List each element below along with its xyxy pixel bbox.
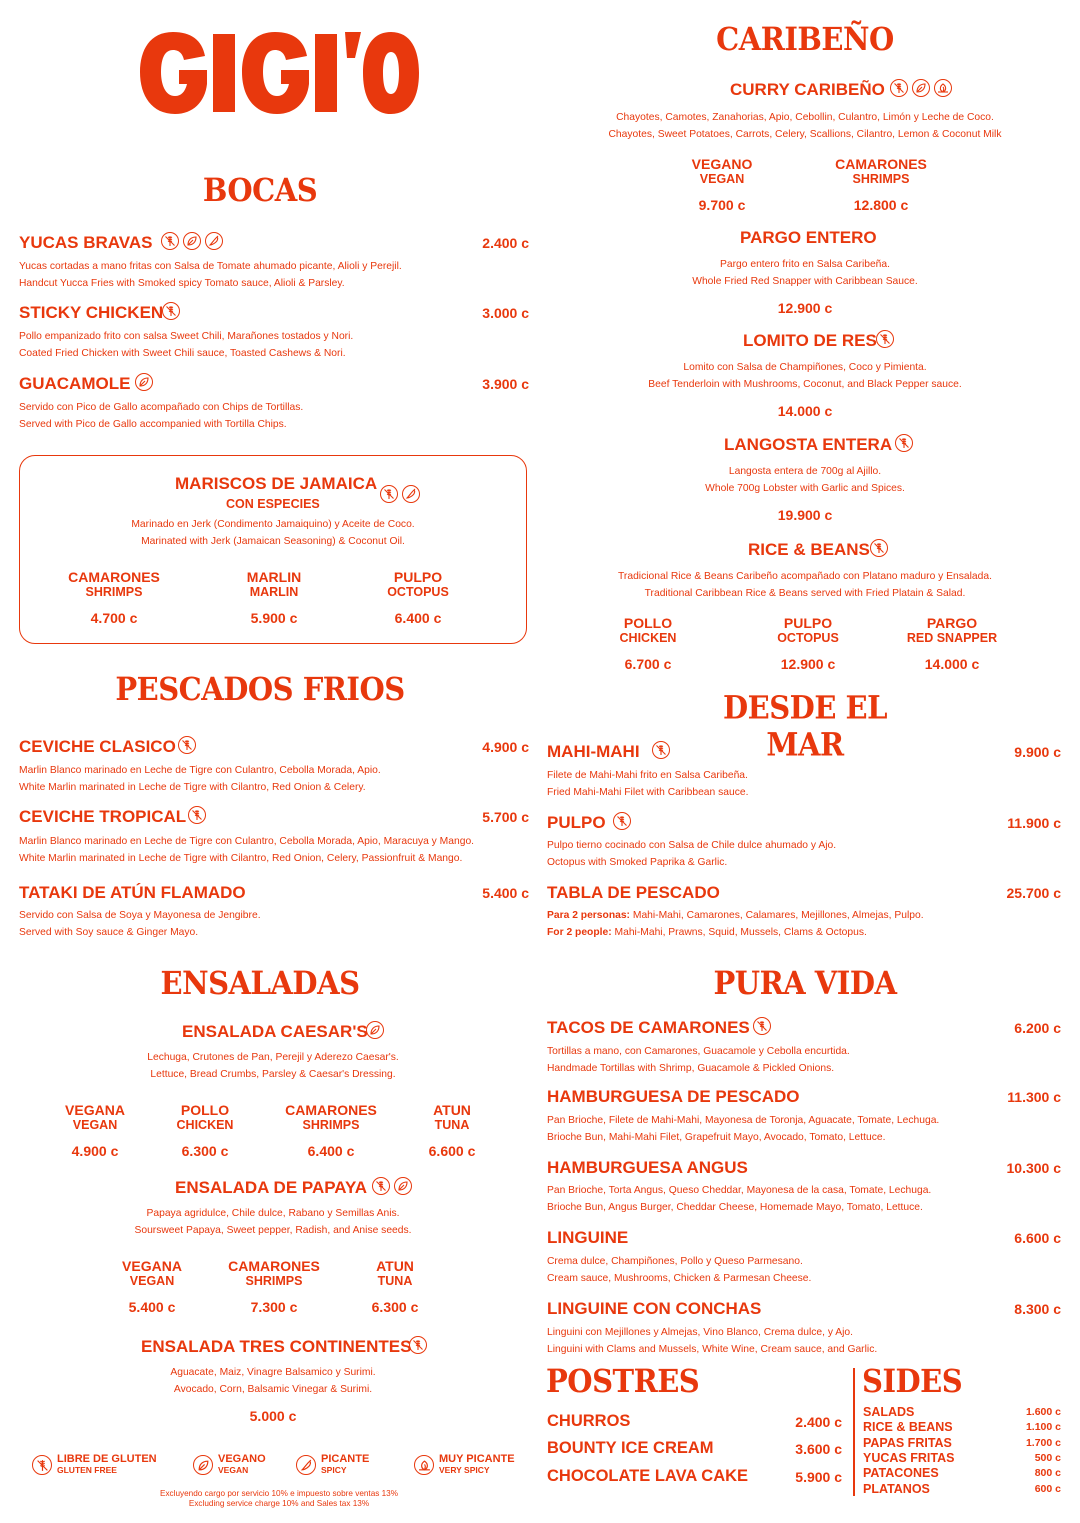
item-name: TATAKI DE ATÚN FLAMADO bbox=[19, 883, 246, 902]
vegan-icon bbox=[912, 79, 930, 97]
item-price: 9.900 c bbox=[1014, 744, 1061, 760]
item-price: 4.900 c bbox=[482, 739, 529, 755]
section-title-ensaladas: ENSALADAS bbox=[160, 964, 360, 1002]
spicy-icon bbox=[296, 1455, 316, 1475]
item-desc-es: Lomito con Salsa de Champiñones, Coco y Pimienta. bbox=[683, 362, 927, 373]
section-title-pescados: PESCADOS FRIOS bbox=[115, 670, 405, 708]
variant-label: POLLO CHICKEN bbox=[176, 1102, 234, 1132]
mariscos-desc-en: Marinated with Jerk (Jamaican Seasoning) & Coconut Oil. bbox=[141, 536, 405, 547]
dessert-price: 2.400 c bbox=[795, 1414, 842, 1430]
item-price: 12.900 c bbox=[777, 300, 833, 316]
item-name: ENSALADA TRES CONTINENTES bbox=[141, 1337, 412, 1356]
variant-label: CAMARONES SHRIMPS bbox=[285, 1102, 377, 1132]
item-desc-en: Served with Pico de Gallo accompanied with Tortilla Chips. bbox=[19, 419, 287, 430]
side-price: 1.700 c bbox=[1025, 1437, 1061, 1449]
item-name: LOMITO DE RES bbox=[743, 331, 877, 350]
item-price: 25.700 c bbox=[1006, 885, 1061, 901]
section-title-mar: DESDE EL MAR bbox=[722, 688, 888, 764]
variant-price: 6.300 c bbox=[181, 1143, 229, 1159]
item-name: YUCAS BRAVAS bbox=[19, 233, 153, 252]
mariscos-subtitle: CON ESPECIES bbox=[226, 497, 320, 511]
item-price: 3.900 c bbox=[482, 376, 529, 392]
gluten-free-icon bbox=[178, 736, 196, 754]
variant-price: 12.900 c bbox=[780, 656, 836, 672]
item-icons bbox=[372, 1177, 412, 1195]
brand-logo bbox=[135, 22, 420, 122]
legend-gluten-free: LIBRE DE GLUTEN GLUTEN FREE bbox=[32, 1454, 157, 1476]
item-icons bbox=[652, 741, 670, 759]
dessert-name: CHOCOLATE LAVA CAKE bbox=[547, 1467, 749, 1485]
gluten-free-icon bbox=[613, 812, 631, 830]
item-desc-es: Pulpo tierno cocinado con Salsa de Chile dulce ahumado y Ajo. bbox=[547, 840, 837, 851]
variant-label: ATUN TUNA bbox=[433, 1102, 471, 1132]
item-desc-es: Lechuga, Crutones de Pan, Perejil y Aderezo Caesar's. bbox=[147, 1052, 399, 1063]
legend-very-spicy: MUY PICANTE VERY SPICY bbox=[414, 1454, 515, 1476]
gluten-free-icon bbox=[652, 741, 670, 759]
mariscos-title: MARISCOS DE JAMAICA bbox=[175, 474, 378, 493]
spicy-icon bbox=[402, 485, 420, 503]
item-price: 5.700 c bbox=[482, 809, 529, 825]
item-desc-es: Marlin Blanco marinado en Leche de Tigre con Culantro, Cebolla Morada, Apio, Maracuya y Mango. bbox=[19, 836, 475, 847]
item-name: HAMBURGUESA ANGUS bbox=[547, 1158, 748, 1177]
item-desc-en: Handmade Tortillas with Shrimp, Guacamole & Pickled Onions. bbox=[547, 1063, 835, 1074]
item-name: MAHI-MAHI bbox=[547, 742, 640, 761]
very-spicy-icon bbox=[414, 1455, 434, 1475]
side-name: PATACONES bbox=[863, 1466, 939, 1480]
item-desc-es: Tortillas a mano, con Camarones, Guacamole y Cebolla encurtida. bbox=[547, 1046, 850, 1057]
legend-spicy: PICANTE SPICY bbox=[296, 1454, 369, 1476]
mariscos-desc-es: Marinado en Jerk (Condimento Jamaiquino) y Aceite de Coco. bbox=[131, 519, 415, 530]
variant-label: VEGANO VEGAN bbox=[691, 156, 753, 186]
item-icons bbox=[753, 1017, 771, 1035]
item-desc-en: Beef Tenderloin with Mushrooms, Coconut, and Black Pepper sauce. bbox=[648, 379, 962, 390]
item-name: HAMBURGUESA DE PESCADO bbox=[547, 1087, 800, 1106]
item-price: 5.000 c bbox=[249, 1408, 297, 1424]
item-desc-en: Cream sauce, Mushrooms, Chicken & Parmesan Cheese. bbox=[547, 1273, 812, 1284]
item-desc-es: Para 2 personas: Mahi-Mahi, Camarones, Calamares, Mejillones, Almejas, Pulpo. bbox=[547, 910, 924, 921]
item-icons bbox=[135, 373, 153, 391]
variant-label: PULPO OCTOPUS bbox=[777, 615, 839, 645]
section-title-bocas: BOCAS bbox=[202, 171, 318, 209]
item-price: 11.900 c bbox=[1007, 815, 1061, 831]
side-price: 800 c bbox=[1034, 1467, 1061, 1479]
vegan-icon bbox=[394, 1177, 412, 1195]
item-icons bbox=[366, 1021, 384, 1039]
item-desc-en: Brioche Bun, Mahi-Mahi Filet, Grapefruit Mayo, Avocado, Tomato, Lettuce. bbox=[547, 1132, 886, 1143]
gluten-free-icon bbox=[895, 434, 913, 452]
gluten-free-icon bbox=[372, 1177, 390, 1195]
variant-price: 14.000 c bbox=[924, 656, 980, 672]
variant-label: MARLIN MARLIN bbox=[246, 569, 302, 599]
dessert-price: 3.600 c bbox=[795, 1441, 842, 1457]
variant-label: CAMARONES SHRIMPS bbox=[835, 156, 927, 186]
footer-note: Excluyendo cargo por servicio 10% e impuesto sobre ventas 13% Excluding service charge 10% and Sales tax 13% bbox=[159, 1489, 399, 1508]
item-price: 14.000 c bbox=[777, 403, 833, 419]
variant-price: 6.300 c bbox=[371, 1299, 419, 1315]
item-name: GUACAMOLE bbox=[19, 374, 131, 393]
item-desc-es: Langosta entera de 700g al Ajillo. bbox=[728, 466, 882, 477]
item-name: CURRY CARIBEÑO bbox=[730, 80, 885, 99]
item-icons bbox=[409, 1336, 427, 1354]
item-name: TABLA DE PESCADO bbox=[547, 883, 720, 902]
item-icons bbox=[161, 232, 223, 250]
item-desc-es: Filete de Mahi-Mahi frito en Salsa Caribeña. bbox=[547, 770, 748, 781]
item-desc-es: Pan Brioche, Filete de Mahi-Mahi, Mayonesa de Toronja, Aguacate, Tomate, Lechuga. bbox=[547, 1115, 940, 1126]
item-desc-es: Marlin Blanco marinado en Leche de Tigre con Culantro, Cebolla Morada, Apio. bbox=[19, 765, 381, 776]
mariscos-icons bbox=[380, 485, 420, 503]
item-desc-es: Servido con Salsa de Soya y Mayonesa de Jengibre. bbox=[19, 910, 261, 921]
item-desc-en: Chayotes, Sweet Potatoes, Carrots, Celery, Scallions, Cilantro, Lemon & Coconut Milk bbox=[608, 129, 1002, 140]
section-title-sides: SIDES bbox=[862, 1362, 963, 1400]
gluten-free-icon bbox=[890, 79, 908, 97]
variant-price: 6.700 c bbox=[624, 656, 672, 672]
item-desc-en: Whole Fried Red Snapper with Caribbean Sauce. bbox=[692, 276, 918, 287]
side-name: SALADS bbox=[863, 1405, 915, 1419]
legend-vegan: VEGANO VEGAN bbox=[193, 1454, 266, 1476]
side-price: 1.600 c bbox=[1025, 1406, 1061, 1418]
gluten-free-icon bbox=[162, 302, 180, 320]
item-icons bbox=[890, 79, 952, 97]
item-price: 10.300 c bbox=[1006, 1160, 1061, 1176]
vegan-icon bbox=[183, 232, 201, 250]
item-desc-en: Brioche Bun, Angus Burger, Cheddar Cheese, Homemade Mayo, Tomato, Lettuce. bbox=[547, 1202, 923, 1213]
side-price: 500 c bbox=[1034, 1452, 1061, 1464]
item-icons bbox=[613, 812, 631, 830]
item-name: RICE & BEANS bbox=[748, 540, 870, 559]
variant-label: CAMARONES SHRIMPS bbox=[228, 1258, 320, 1288]
item-desc-en: For 2 people: Mahi-Mahi, Prawns, Squid, Mussels, Clams & Octopus. bbox=[547, 927, 867, 938]
item-desc-es: Crema dulce, Champiñones, Pollo y Queso Parmesano. bbox=[547, 1256, 803, 1267]
item-desc-en: Soursweet Papaya, Sweet pepper, Radish, and Anise seeds. bbox=[134, 1225, 412, 1236]
vegan-icon bbox=[193, 1455, 213, 1475]
item-desc-en: Octopus with Smoked Paprika & Garlic. bbox=[547, 857, 728, 868]
item-desc-es: Papaya agridulce, Chile dulce, Rabano y Semillas Anis. bbox=[146, 1208, 400, 1219]
item-desc-en: White Marlin marinated in Leche de Tigre with Cilantro, Red Onion, Celery, Passionfruit & Mango. bbox=[19, 853, 463, 864]
dessert-name: BOUNTY ICE CREAM bbox=[547, 1439, 714, 1457]
item-price: 6.600 c bbox=[1014, 1230, 1061, 1246]
variant-label: CAMARONES SHRIMPS bbox=[68, 569, 160, 599]
item-icons bbox=[188, 806, 206, 824]
item-desc-en: Fried Mahi-Mahi Filet with Caribbean sauce. bbox=[547, 787, 749, 798]
column-divider bbox=[853, 1368, 855, 1496]
item-icons bbox=[178, 736, 196, 754]
item-icons bbox=[895, 434, 913, 452]
variant-label: PULPO OCTOPUS bbox=[387, 569, 449, 599]
variant-price: 5.400 c bbox=[128, 1299, 176, 1315]
vegan-icon bbox=[135, 373, 153, 391]
item-desc-en: Handcut Yucca Fries with Smoked spicy Tomato sauce, Alioli & Parsley. bbox=[19, 278, 345, 289]
dessert-price: 5.900 c bbox=[795, 1469, 842, 1485]
item-icons bbox=[876, 330, 894, 348]
item-icons bbox=[162, 302, 180, 320]
dessert-name: CHURROS bbox=[547, 1412, 631, 1430]
gluten-free-icon bbox=[870, 539, 888, 557]
item-name: ENSALADA DE PAPAYA bbox=[175, 1178, 368, 1197]
item-price: 11.300 c bbox=[1007, 1089, 1061, 1105]
item-desc-es: Pargo entero frito en Salsa Caribeña. bbox=[720, 259, 890, 270]
section-title-postres: POSTRES bbox=[546, 1362, 700, 1400]
variant-label: ATUN TUNA bbox=[376, 1258, 414, 1288]
item-desc-es: Tradicional Rice & Beans Caribeño acompañado con Platano maduro y Ensalada. bbox=[618, 571, 992, 582]
item-desc-en: Avocado, Corn, Balsamic Vinegar & Surimi. bbox=[173, 1384, 373, 1395]
item-name: CEVICHE TROPICAL bbox=[19, 807, 187, 826]
item-desc-en: Coated Fried Chicken with Sweet Chili sauce, Toasted Cashews & Nori. bbox=[19, 348, 346, 359]
side-name: PAPAS FRITAS bbox=[863, 1436, 952, 1450]
item-name: LINGUINE bbox=[547, 1228, 629, 1247]
section-title-caribeno: CARIBEÑO bbox=[716, 20, 894, 58]
variant-price: 4.900 c bbox=[71, 1143, 119, 1159]
variant-price: 5.900 c bbox=[250, 610, 298, 626]
gluten-free-icon bbox=[32, 1455, 52, 1475]
item-desc-en: Linguini with Clams and Mussels, White Wine, Cream sauce, and Garlic. bbox=[547, 1344, 878, 1355]
item-name: STICKY CHICKEN bbox=[19, 303, 164, 322]
item-desc-es: Chayotes, Camotes, Zanahorias, Apio, Cebollin, Culantro, Limón y Leche de Coco. bbox=[616, 112, 994, 123]
variant-price: 9.700 c bbox=[698, 197, 746, 213]
side-name: YUCAS FRITAS bbox=[863, 1451, 955, 1465]
variant-price: 6.400 c bbox=[307, 1143, 355, 1159]
item-price: 8.300 c bbox=[1014, 1301, 1061, 1317]
variant-price: 4.700 c bbox=[90, 610, 138, 626]
side-price: 600 c bbox=[1034, 1483, 1061, 1495]
spicy-icon bbox=[205, 232, 223, 250]
gluten-free-icon bbox=[753, 1017, 771, 1035]
variant-label: POLLO CHICKEN bbox=[619, 615, 677, 645]
item-desc-en: Served with Soy sauce & Ginger Mayo. bbox=[19, 927, 199, 938]
side-price: 1.100 c bbox=[1025, 1421, 1061, 1433]
variant-label: PARGO RED SNAPPER bbox=[906, 615, 998, 645]
very-spicy-icon bbox=[934, 79, 952, 97]
item-name: PULPO bbox=[547, 813, 606, 832]
gluten-free-icon bbox=[161, 232, 179, 250]
item-price: 5.400 c bbox=[482, 885, 529, 901]
variant-label: VEGANA VEGAN bbox=[122, 1258, 182, 1288]
gluten-free-icon bbox=[188, 806, 206, 824]
gluten-free-icon bbox=[876, 330, 894, 348]
variant-price: 6.400 c bbox=[394, 610, 442, 626]
item-desc-es: Servido con Pico de Gallo acompañado con Chips de Tortillas. bbox=[19, 402, 304, 413]
item-name: LANGOSTA ENTERA bbox=[724, 435, 893, 454]
side-name: PLATANOS bbox=[863, 1482, 930, 1496]
item-desc-es: Linguini con Mejillones y Almejas, Vino Blanco, Crema dulce, y Ajo. bbox=[547, 1327, 854, 1338]
item-name: CEVICHE CLASICO bbox=[19, 737, 176, 756]
item-desc-es: Yucas cortadas a mano fritas con Salsa de Tomate ahumado picante, Alioli y Perejil. bbox=[19, 261, 402, 272]
variant-price: 7.300 c bbox=[250, 1299, 298, 1315]
item-name: TACOS DE CAMARONES bbox=[547, 1018, 750, 1037]
item-price: 3.000 c bbox=[482, 305, 529, 321]
item-price: 2.400 c bbox=[482, 235, 529, 251]
item-name: LINGUINE CON CONCHAS bbox=[547, 1299, 762, 1318]
gluten-free-icon bbox=[380, 485, 398, 503]
item-desc-es: Aguacate, Maiz, Vinagre Balsamico y Surimi. bbox=[170, 1367, 376, 1378]
item-desc-en: White Marlin marinated in Leche de Tigre with Cilantro, Red Onion & Celery. bbox=[19, 782, 366, 793]
section-title-pura-vida: PURA VIDA bbox=[713, 964, 897, 1002]
item-name: PARGO ENTERO bbox=[740, 228, 877, 247]
item-name: ENSALADA CAESAR'S bbox=[182, 1022, 368, 1041]
variant-label: VEGANA VEGAN bbox=[65, 1102, 125, 1132]
item-icons bbox=[870, 539, 888, 557]
item-desc-es: Pollo empanizado frito con salsa Sweet Chili, Marañones tostados y Nori. bbox=[19, 331, 354, 342]
variant-price: 6.600 c bbox=[428, 1143, 476, 1159]
item-desc-es: Pan Brioche, Torta Angus, Queso Cheddar, Mayonesa de la casa, Tomate, Lechuga. bbox=[547, 1185, 932, 1196]
item-desc-en: Whole 700g Lobster with Garlic and Spices. bbox=[705, 483, 905, 494]
item-desc-en: Lettuce, Bread Crumbs, Parsley & Caesar's Dressing. bbox=[150, 1069, 396, 1080]
item-desc-en: Traditional Caribbean Rice & Beans served with Fried Platain & Salad. bbox=[644, 588, 966, 599]
gluten-free-icon bbox=[409, 1336, 427, 1354]
side-name: RICE & BEANS bbox=[863, 1420, 953, 1434]
variant-price: 12.800 c bbox=[853, 197, 909, 213]
vegan-icon bbox=[366, 1021, 384, 1039]
item-price: 19.900 c bbox=[777, 507, 833, 523]
item-price: 6.200 c bbox=[1014, 1020, 1061, 1036]
